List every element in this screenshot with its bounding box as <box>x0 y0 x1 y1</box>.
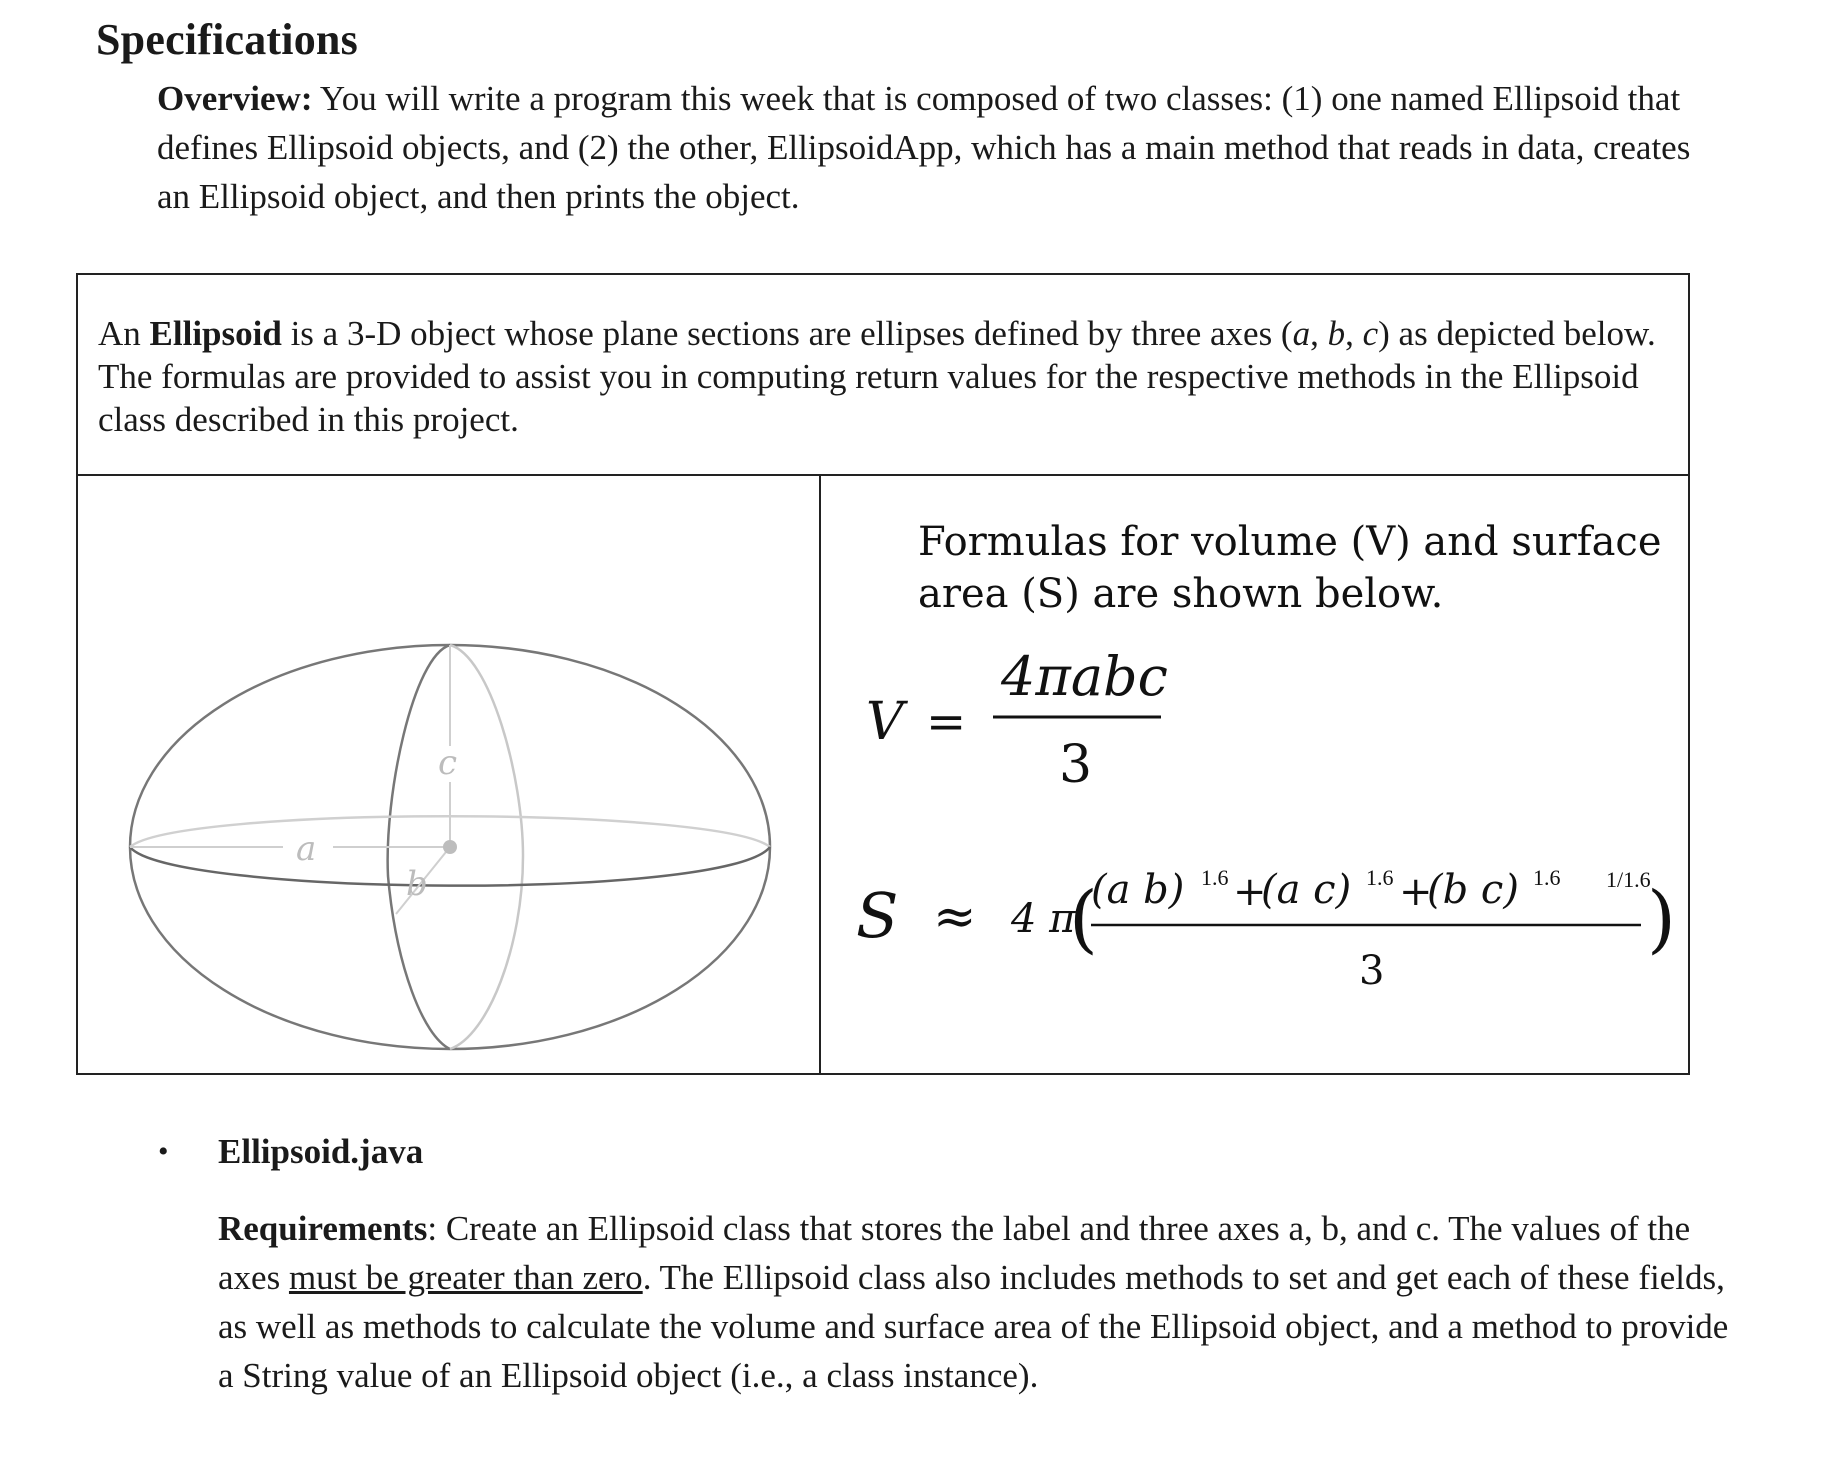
surface-power-ac: 1.6 <box>1366 865 1394 890</box>
volume-lhs: V <box>866 692 904 752</box>
surface-plus-2: + <box>1399 869 1433 915</box>
intro-sep: , <box>1345 314 1363 353</box>
volume-numerator: 4πabc <box>1001 645 1168 708</box>
ellipsoid-figure-cell <box>78 476 821 1075</box>
axis-a-label: a <box>296 829 317 869</box>
surface-lhs: S <box>856 879 899 952</box>
list-bullet: • <box>158 1135 169 1168</box>
formula-display <box>821 476 1690 1075</box>
requirements-text: . The Ellipsoid class also includes methods to set and get each of these fields, as well as methods to calculate the volume and surface area of the Ellipsoid object, and a method to provide a String value of an Ellipsoid object (i.e., a class instance). <box>218 1258 1729 1395</box>
overview-paragraph <box>157 74 1717 221</box>
surface-denominator: 3 <box>1359 948 1385 994</box>
intro-text: An <box>98 314 150 353</box>
overview-label: Overview: <box>157 79 313 118</box>
intro-text: ) as depicted below. The formulas are provided to assist you in computing return values for the respective methods in the Ellipsoid class described in this project. <box>98 314 1656 439</box>
axis-b-label: b <box>406 864 428 904</box>
requirements-paragraph <box>218 1204 1738 1400</box>
center-point <box>443 840 457 854</box>
volume-equals: = <box>926 694 967 750</box>
surface-coefficient: 4 π <box>1011 896 1076 942</box>
surface-outer-power: 1/1.6 <box>1606 867 1651 892</box>
page-heading: Specifications <box>96 15 358 64</box>
section-title: Ellipsoid.java <box>218 1132 424 1171</box>
axis-b-symbol: b <box>1327 314 1346 353</box>
surface-power-bc: 1.6 <box>1533 865 1561 890</box>
meridian-back <box>450 645 523 1049</box>
formulas-cell <box>821 476 1690 1075</box>
axis-a-symbol: a <box>1292 314 1311 353</box>
surface-term-ac: (a c) <box>1261 867 1352 913</box>
axis-c-label: c <box>438 743 458 783</box>
volume-denominator: 3 <box>1059 735 1093 795</box>
intro-term: Ellipsoid <box>149 314 282 353</box>
intro-paragraph <box>78 275 1688 476</box>
axis-c-symbol: c <box>1362 314 1379 353</box>
surface-term-ab: (a b) <box>1091 867 1185 913</box>
surface-power-ab: 1.6 <box>1201 865 1229 890</box>
intro-sep: , <box>1310 314 1328 353</box>
intro-text: is a 3-D object whose plane sections are ellipses defined by three axes ( <box>281 314 1293 353</box>
surface-term-bc: (b c) <box>1427 867 1519 913</box>
ellipsoid-diagram <box>78 476 819 1075</box>
formulas-caption: Formulas for volume (V) and surface area (S) are shown below. <box>918 519 1662 617</box>
requirements-label: Requirements <box>218 1209 428 1248</box>
requirements-text: : Create an Ellipsoid class that stores the label and three axes a, b, and c. The values of the axes <box>218 1209 1691 1297</box>
surface-approx: ≈ <box>933 887 977 947</box>
surface-close-paren: ) <box>1647 876 1676 962</box>
overview-text: You will write a program this week that is composed of two classes: (1) one named Ellipsoid that defines Ellipsoid objects, and (2) the other, EllipsoidApp, which has a main method that reads in data, creates an Ellipsoid object, and then prints the object. <box>157 79 1691 216</box>
ellipsoid-info-table <box>76 273 1690 1075</box>
surface-plus-1: + <box>1233 869 1267 915</box>
requirements-emphasis: must be greater than zero <box>288 1258 643 1297</box>
surface-open-paren: ( <box>1069 876 1098 962</box>
